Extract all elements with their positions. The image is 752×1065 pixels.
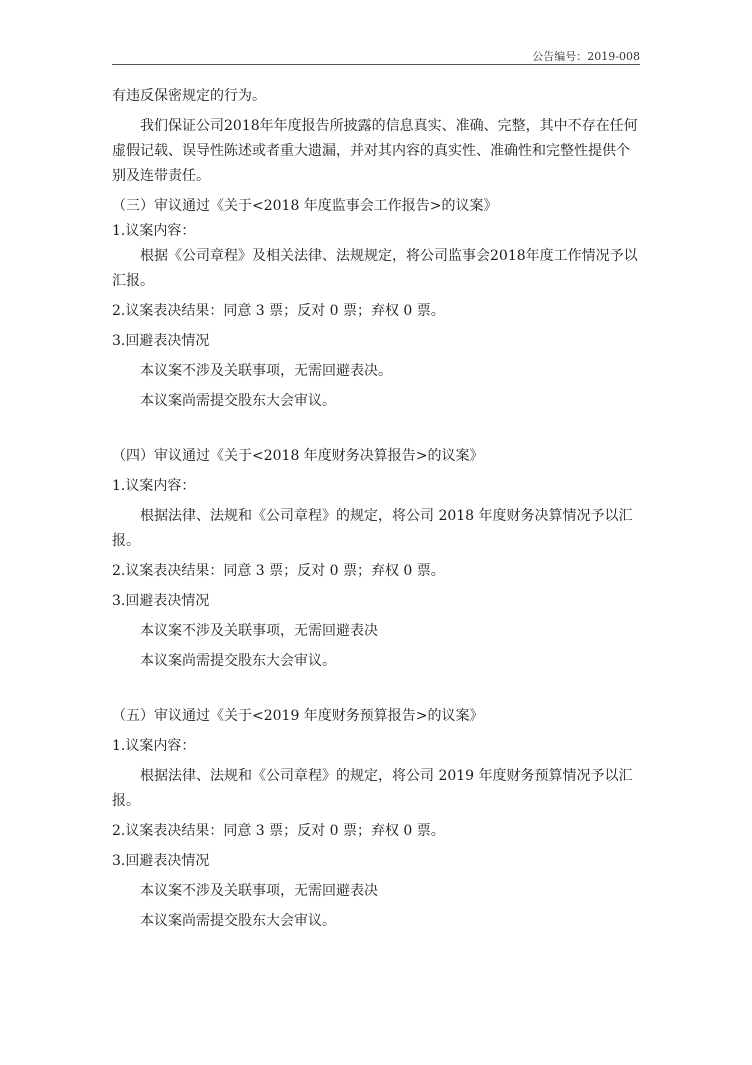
section-5-shareholder-text: 本议案尚需提交股东大会审议。: [140, 913, 336, 929]
section-4-content-text: 根据法律、法规和《公司章程》的规定，将公司 2018 年度财务决算情况予以汇报。: [112, 508, 633, 549]
section-4-recusal-text: 本议案不涉及关联事项，无需回避表决: [140, 623, 378, 639]
section-3-recusal-text: 本议案不涉及关联事项，无需回避表决。: [140, 363, 392, 379]
section-4-content-label: 1.议案内容：: [112, 478, 196, 494]
section-5-content-text: 根据法律、法规和《公司章程》的规定，将公司 2019 年度财务预算情况予以汇报。: [112, 768, 633, 809]
section-4-title: （四）审议通过《关于<2018 年度财务决算报告>的议案》: [112, 448, 484, 464]
paragraph-guarantee: 我们保证公司2018年年度报告所披露的信息真实、准确、完整，其中不存在任何虚假记载、误导性陈述或者重大遗漏，并对其内容的真实性、准确性和完整性提供个别及连带责任。: [112, 118, 638, 184]
section-5-recusal-label: 3.回避表决情况: [112, 853, 210, 869]
section-3-content-text: 根据《公司章程》及相关法律、法规规定，将公司监事会2018年度工作情况予以汇报。: [112, 248, 638, 289]
section-5-recusal-text: 本议案不涉及关联事项，无需回避表决: [140, 883, 378, 899]
section-5-result: 2.议案表决结果：同意 3 票；反对 0 票；弃权 0 票。: [112, 823, 445, 839]
section-5-content-label: 1.议案内容：: [112, 738, 196, 754]
section-4-recusal-label: 3.回避表决情况: [112, 593, 210, 609]
section-3-recusal-label: 3.回避表决情况: [112, 333, 210, 349]
section-3-result: 2.议案表决结果：同意 3 票；反对 0 票；弃权 0 票。: [112, 303, 445, 319]
section-3-content-label: 1.议案内容：: [112, 223, 196, 239]
header-rule: [112, 64, 640, 65]
notice-number: 公告编号：2019-008: [532, 50, 640, 63]
section-3-title: （三）审议通过《关于<2018 年度监事会工作报告>的议案》: [112, 198, 498, 214]
section-4-shareholder-text: 本议案尚需提交股东大会审议。: [140, 653, 336, 669]
section-4-result: 2.议案表决结果：同意 3 票；反对 0 票；弃权 0 票。: [112, 563, 445, 579]
section-5-title: （五）审议通过《关于<2019 年度财务预算报告>的议案》: [112, 708, 484, 724]
paragraph-confidentiality: 有违反保密规定的行为。: [112, 88, 266, 104]
document-body: [112, 84, 640, 934]
section-3-shareholder-text: 本议案尚需提交股东大会审议。: [140, 393, 336, 409]
